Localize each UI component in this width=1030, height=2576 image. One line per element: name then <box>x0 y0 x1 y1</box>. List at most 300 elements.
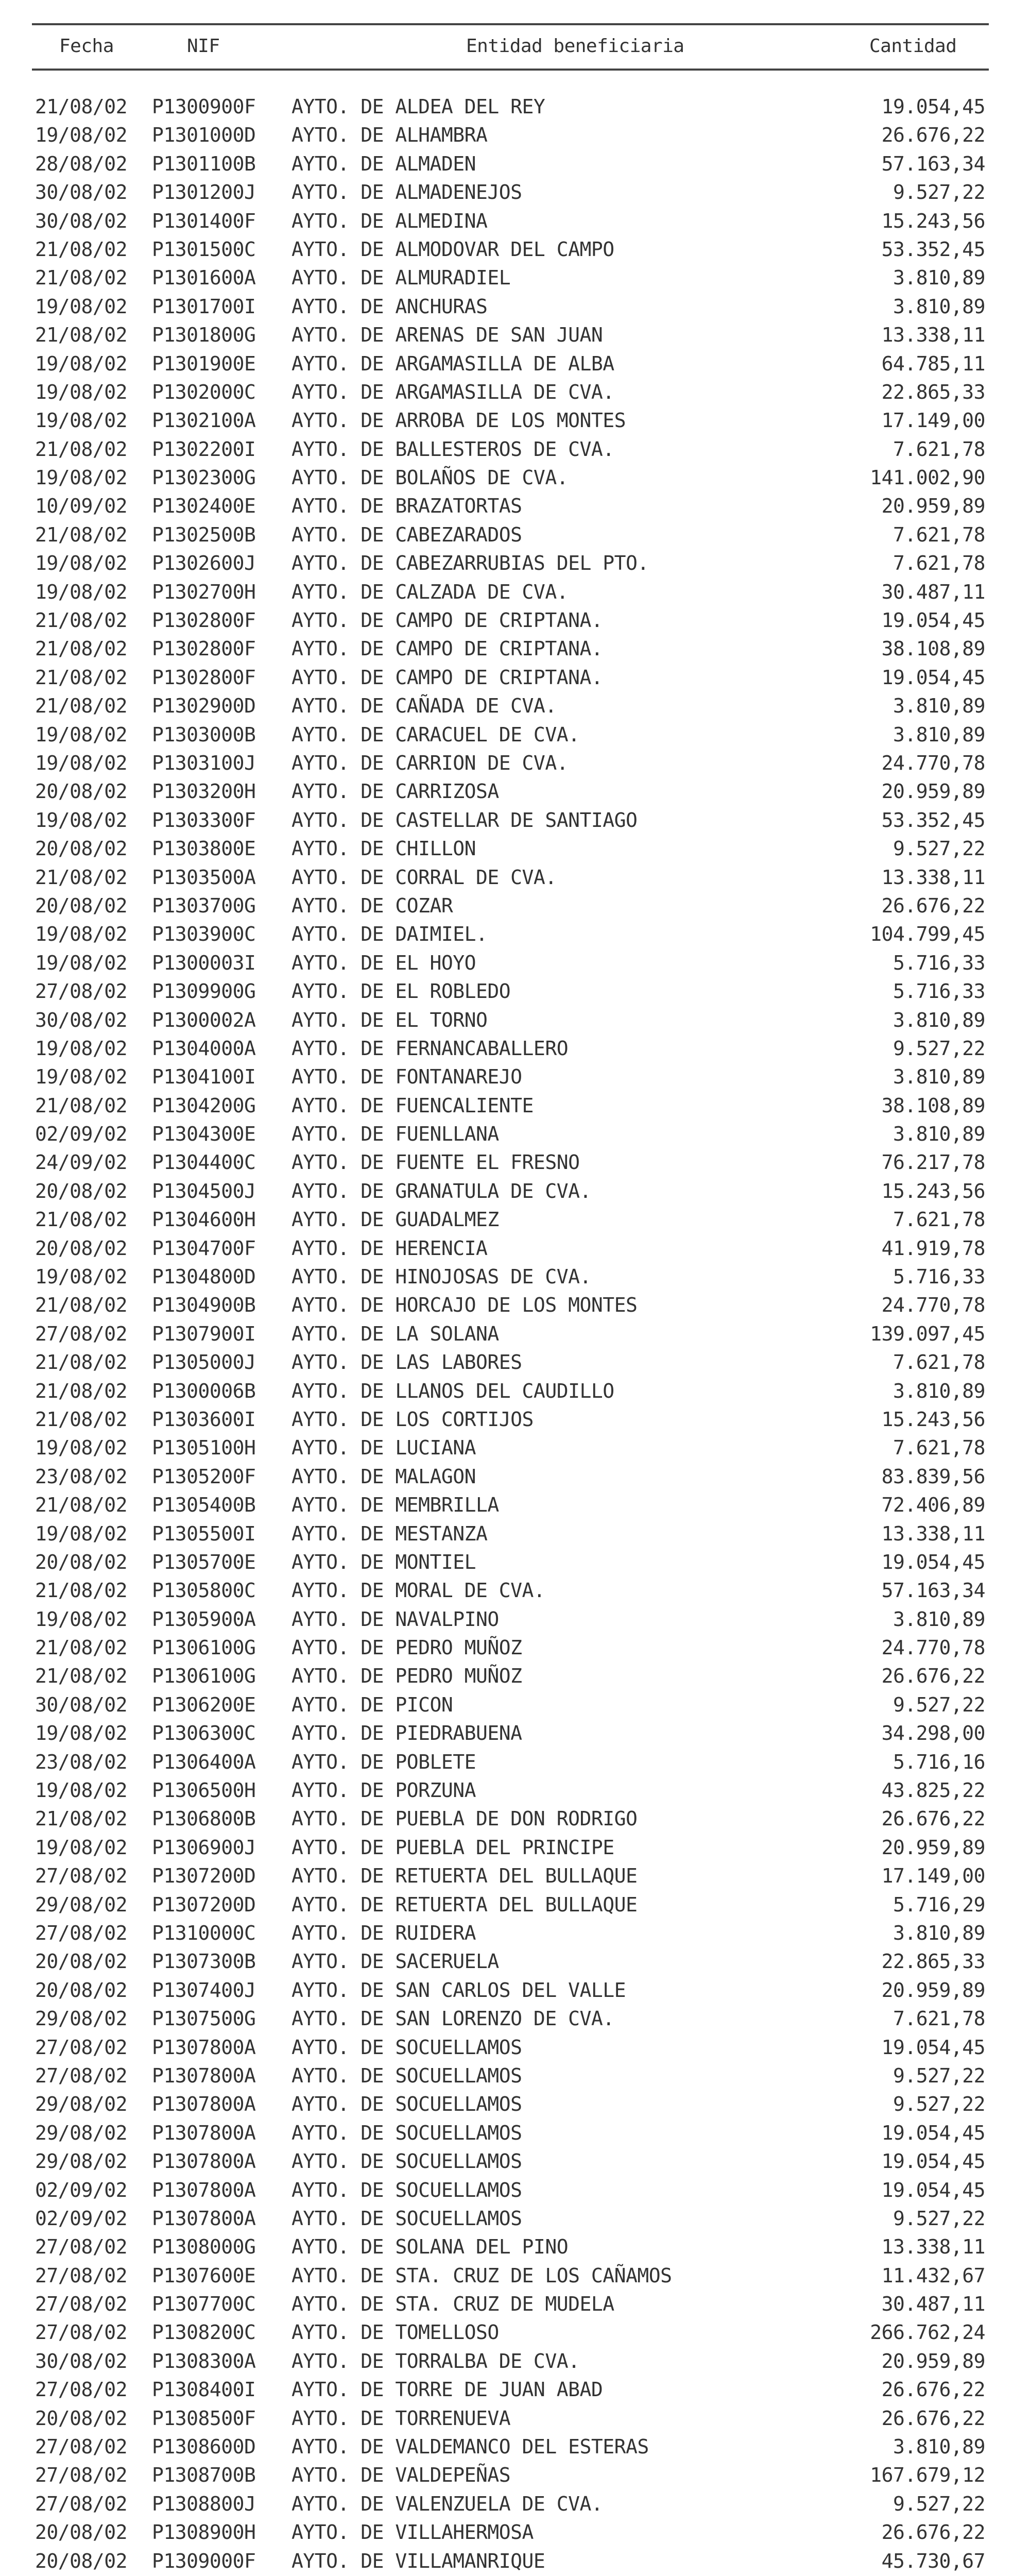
cell-entidad: AYTO. DE SOCUELLAMOS <box>291 2064 522 2087</box>
cell-entidad: AYTO. DE PUEBLA DE DON RODRIGO <box>291 1807 638 1831</box>
cell-nif: P1302700H <box>152 580 256 603</box>
cell-entidad: AYTO. DE ALMURADIEL <box>291 266 511 290</box>
cell-fecha: 27/08/02 <box>35 2464 128 2487</box>
cell-entidad: AYTO. DE ARGAMASILLA DE CVA. <box>291 380 614 403</box>
cell-fecha: 27/08/02 <box>35 2435 128 2459</box>
cell-cantidad: 57.163,34 <box>881 152 985 175</box>
cell-fecha: 30/08/02 <box>35 2349 128 2372</box>
cell-fecha: 27/08/02 <box>35 1922 128 1944</box>
cell-fecha: 20/08/02 <box>35 837 128 860</box>
table-row <box>0 2290 1030 2318</box>
cell-fecha: 27/08/02 <box>35 1865 128 1888</box>
cell-fecha: 20/08/02 <box>35 1179 128 1202</box>
table-row <box>0 2090 1030 2119</box>
cell-cantidad: 19.054,45 <box>881 1550 985 1573</box>
cell-fecha: 02/09/02 <box>35 1123 128 1146</box>
table-row <box>0 892 1030 920</box>
table-row <box>0 1577 1030 1605</box>
cell-fecha: 24/09/02 <box>35 1151 128 1174</box>
cell-nif: P1307200D <box>152 1865 256 1888</box>
cell-fecha: 21/08/02 <box>35 866 128 889</box>
table-row <box>0 1035 1030 1063</box>
cell-fecha: 23/08/02 <box>35 1750 128 1773</box>
cell-nif: P1306300C <box>152 1722 256 1745</box>
table-row <box>0 1092 1030 1120</box>
cell-entidad: AYTO. DE CARRION DE CVA. <box>291 751 569 774</box>
cell-nif: P1308300A <box>152 2349 256 2372</box>
cell-cantidad: 26.676,22 <box>881 2406 985 2430</box>
cell-cantidad: 20.959,89 <box>881 1836 985 1859</box>
cell-fecha: 20/08/02 <box>35 2406 128 2430</box>
cell-nif: P1308800J <box>152 2492 256 2515</box>
cell-nif: P1303500A <box>152 866 256 889</box>
cell-fecha: 30/08/02 <box>35 1008 128 1031</box>
cell-nif: P1301700I <box>152 295 256 318</box>
cell-entidad: AYTO. DE CAMPO DE CRIPTANA. <box>291 609 603 632</box>
cell-entidad: AYTO. DE SAN LORENZO DE CVA. <box>291 2007 614 2030</box>
cell-nif: P1300003I <box>152 951 256 974</box>
cell-nif: P1306200E <box>152 1693 256 1716</box>
cell-fecha: 21/08/02 <box>35 437 128 461</box>
table-row <box>0 2262 1030 2290</box>
cell-entidad: AYTO. DE TORRENUEVA <box>291 2406 511 2430</box>
cell-entidad: AYTO. DE CAMPO DE CRIPTANA. <box>291 637 603 660</box>
cell-nif: P1307700C <box>152 2293 256 2316</box>
cell-fecha: 21/08/02 <box>35 666 128 689</box>
cell-nif: P1301200J <box>152 181 256 204</box>
cell-nif: P1304600H <box>152 1208 256 1231</box>
cell-entidad: AYTO. DE CARACUEL DE CVA. <box>291 723 580 746</box>
cell-fecha: 20/08/02 <box>35 2521 128 2544</box>
table-row <box>0 521 1030 549</box>
table-row <box>0 1520 1030 1548</box>
cell-cantidad: 15.243,56 <box>881 1408 985 1431</box>
cell-cantidad: 17.149,00 <box>881 1865 985 1888</box>
table-row <box>0 2147 1030 2176</box>
cell-entidad: AYTO. DE FERNANCABALLERO <box>291 1037 569 1060</box>
cell-fecha: 21/08/02 <box>35 1494 128 1517</box>
cell-fecha: 19/08/02 <box>35 380 128 403</box>
cell-entidad: AYTO. DE CHILLON <box>291 837 476 860</box>
cell-nif: P1304000A <box>152 1037 256 1060</box>
cell-fecha: 19/08/02 <box>35 352 128 375</box>
cell-cantidad: 9.527,22 <box>892 1693 985 1716</box>
cell-cantidad: 7.621,78 <box>892 523 985 546</box>
cell-entidad: AYTO. DE VILLAHERMOSA <box>291 2521 534 2544</box>
table-row <box>0 2033 1030 2062</box>
cell-fecha: 02/09/02 <box>35 2178 128 2201</box>
cell-cantidad: 3.810,89 <box>892 266 985 290</box>
cell-cantidad: 26.676,22 <box>881 2378 985 2401</box>
cell-cantidad: 24.770,78 <box>881 1636 985 1659</box>
cell-entidad: AYTO. DE COZAR <box>291 894 453 917</box>
cell-nif: P1308200C <box>152 2321 256 2344</box>
cell-fecha: 19/08/02 <box>35 1836 128 1859</box>
table-row <box>0 1377 1030 1405</box>
cell-entidad: AYTO. DE SOCUELLAMOS <box>291 2150 522 2173</box>
cell-fecha: 20/08/02 <box>35 780 128 803</box>
cell-entidad: AYTO. DE ARGAMASILLA DE ALBA <box>291 352 614 375</box>
cell-entidad: AYTO. DE SOCUELLAMOS <box>291 2121 522 2144</box>
cell-cantidad: 13.338,11 <box>881 866 985 889</box>
cell-nif: P1308700B <box>152 2464 256 2487</box>
cell-cantidad: 19.054,45 <box>881 666 985 689</box>
cell-cantidad: 26.676,22 <box>881 1807 985 1831</box>
cell-cantidad: 7.621,78 <box>892 1436 985 1460</box>
cell-entidad: AYTO. DE STA. CRUZ DE LOS CAÑAMOS <box>291 2264 672 2287</box>
table-row <box>0 1834 1030 1862</box>
cell-nif: P1307800A <box>152 2064 256 2087</box>
cell-cantidad: 53.352,45 <box>881 808 985 832</box>
cell-nif: P1301000D <box>152 124 256 147</box>
cell-cantidad: 5.716,29 <box>892 1893 985 1916</box>
cell-cantidad: 9.527,22 <box>892 1037 985 1060</box>
cell-nif: P1302200I <box>152 437 256 461</box>
cell-fecha: 27/08/02 <box>35 2293 128 2316</box>
cell-fecha: 19/08/02 <box>35 409 128 432</box>
cell-cantidad: 9.527,22 <box>892 2207 985 2230</box>
cell-nif: P1304800D <box>152 1265 256 1289</box>
table-row <box>0 578 1030 606</box>
table-row <box>0 121 1030 149</box>
cell-cantidad: 26.676,22 <box>881 1665 985 1688</box>
cell-fecha: 19/08/02 <box>35 295 128 318</box>
cell-cantidad: 17.149,00 <box>881 409 985 432</box>
cell-nif: P1308600D <box>152 2435 256 2459</box>
cell-fecha: 19/08/02 <box>35 751 128 774</box>
cell-entidad: AYTO. DE EL TORNO <box>291 1008 488 1031</box>
cell-fecha: 19/08/02 <box>35 1436 128 1460</box>
cell-nif: P1300006B <box>152 1379 256 1402</box>
table-row <box>0 1177 1030 1206</box>
cell-fecha: 21/08/02 <box>35 1665 128 1688</box>
cell-cantidad: 19.054,45 <box>881 2178 985 2201</box>
cell-entidad: AYTO. DE TORRALBA DE CVA. <box>291 2349 580 2372</box>
cell-fecha: 30/08/02 <box>35 209 128 232</box>
table-row <box>0 2547 1030 2575</box>
cell-cantidad: 3.810,89 <box>892 1065 985 1089</box>
cell-entidad: AYTO. DE PEDRO MUÑOZ <box>291 1665 522 1688</box>
cell-entidad: AYTO. DE FUENLLANA <box>291 1123 499 1146</box>
cell-entidad: AYTO. DE ALHAMBRA <box>291 124 488 147</box>
cell-fecha: 19/08/02 <box>35 1722 128 1745</box>
cell-entidad: AYTO. DE TOMELLOSO <box>291 2321 499 2344</box>
cell-fecha: 19/08/02 <box>35 466 128 489</box>
cell-entidad: AYTO. DE ALMADEN <box>291 152 476 175</box>
cell-cantidad: 19.054,45 <box>881 2150 985 2173</box>
cell-fecha: 21/08/02 <box>35 523 128 546</box>
cell-cantidad: 15.243,56 <box>881 1179 985 1202</box>
cell-entidad: AYTO. DE PUEBLA DEL PRINCIPE <box>291 1836 614 1859</box>
cell-nif: P1307800A <box>152 2093 256 2116</box>
table-row <box>0 1719 1030 1748</box>
cell-entidad: AYTO. DE ARROBA DE LOS MONTES <box>291 409 626 432</box>
cell-nif: P1304300E <box>152 1123 256 1146</box>
cell-cantidad: 38.108,89 <box>881 1094 985 1117</box>
table-row <box>0 635 1030 663</box>
cell-nif: P1308400I <box>152 2378 256 2401</box>
cell-entidad: AYTO. DE MORAL DE CVA. <box>291 1579 545 1602</box>
cell-cantidad: 9.527,22 <box>892 2093 985 2116</box>
cell-fecha: 23/08/02 <box>35 1465 128 1488</box>
cell-fecha: 21/08/02 <box>35 1094 128 1117</box>
cell-entidad: AYTO. DE ARENAS DE SAN JUAN <box>291 324 603 347</box>
table-row <box>0 378 1030 406</box>
cell-cantidad: 3.810,89 <box>892 295 985 318</box>
cell-entidad: AYTO. DE LLANOS DEL CAUDILLO <box>291 1379 614 1402</box>
cell-fecha: 21/08/02 <box>35 609 128 632</box>
cell-entidad: AYTO. DE MALAGON <box>291 1465 476 1488</box>
cell-nif: P1305500I <box>152 1522 256 1545</box>
cell-fecha: 20/08/02 <box>35 1550 128 1573</box>
cell-fecha: 21/08/02 <box>35 694 128 718</box>
cell-entidad: AYTO. DE ALMODOVAR DEL CAMPO <box>291 238 614 261</box>
cell-nif: P1309900G <box>152 980 256 1003</box>
cell-entidad: AYTO. DE GRANATULA DE CVA. <box>291 1179 591 1202</box>
cell-cantidad: 24.770,78 <box>881 1294 985 1317</box>
cell-cantidad: 30.487,11 <box>881 580 985 603</box>
table-row <box>0 2518 1030 2547</box>
cell-cantidad: 104.799,45 <box>870 923 985 946</box>
cell-cantidad: 20.959,89 <box>881 2349 985 2372</box>
table-row <box>0 777 1030 806</box>
table-row <box>0 1348 1030 1377</box>
table-row <box>0 1006 1030 1035</box>
cell-cantidad: 20.959,89 <box>881 1978 985 2002</box>
table-row <box>0 235 1030 264</box>
table-row <box>0 920 1030 948</box>
cell-entidad: AYTO. DE STA. CRUZ DE MUDELA <box>291 2293 614 2316</box>
cell-entidad: AYTO. DE SOCUELLAMOS <box>291 2093 522 2116</box>
cell-cantidad: 3.810,89 <box>892 1008 985 1031</box>
cell-nif: P1307500G <box>152 2007 256 2030</box>
table-row <box>0 293 1030 321</box>
cell-fecha: 21/08/02 <box>35 1379 128 1402</box>
cell-entidad: AYTO. DE POBLETE <box>291 1750 476 1773</box>
cell-fecha: 19/08/02 <box>35 951 128 974</box>
cell-entidad: AYTO. DE HINOJOSAS DE CVA. <box>291 1265 591 1289</box>
cell-nif: P1303600I <box>152 1408 256 1431</box>
cell-entidad: AYTO. DE RETUERTA DEL BULLAQUE <box>291 1865 638 1888</box>
cell-entidad: AYTO. DE SOLANA DEL PINO <box>291 2235 569 2259</box>
cell-entidad: AYTO. DE VALDEMANCO DEL ESTERAS <box>291 2435 649 2459</box>
cell-nif: P1307600E <box>152 2264 256 2287</box>
cell-cantidad: 3.810,89 <box>892 2435 985 2459</box>
cell-cantidad: 26.676,22 <box>881 2521 985 2544</box>
table-row <box>0 863 1030 892</box>
table-row <box>0 1748 1030 1776</box>
table-row <box>0 2347 1030 2376</box>
table-row <box>0 2376 1030 2404</box>
cell-fecha: 30/08/02 <box>35 181 128 204</box>
cell-cantidad: 64.785,11 <box>881 352 985 375</box>
cell-nif: P1302300G <box>152 466 256 489</box>
cell-nif: P1304200G <box>152 1094 256 1117</box>
cell-cantidad: 22.865,33 <box>881 1950 985 1973</box>
cell-entidad: AYTO. DE CAMPO DE CRIPTANA. <box>291 666 603 689</box>
table-row <box>0 1691 1030 1719</box>
cell-cantidad: 20.959,89 <box>881 495 985 518</box>
cell-cantidad: 72.406,89 <box>881 1494 985 1517</box>
cell-fecha: 19/08/02 <box>35 1522 128 1545</box>
table-row <box>0 492 1030 520</box>
cell-fecha: 20/08/02 <box>35 894 128 917</box>
table-row <box>0 835 1030 863</box>
header-top-rule <box>32 23 989 25</box>
cell-nif: P1303000B <box>152 723 256 746</box>
table-row <box>0 1491 1030 1519</box>
cell-fecha: 21/08/02 <box>35 1294 128 1317</box>
cell-cantidad: 5.716,33 <box>892 980 985 1003</box>
column-header-fecha: Fecha <box>59 36 114 57</box>
cell-entidad: AYTO. DE LA SOLANA <box>291 1322 499 1345</box>
cell-fecha: 10/09/02 <box>35 495 128 518</box>
cell-nif: P1301900E <box>152 352 256 375</box>
cell-entidad: AYTO. DE LOS CORTIJOS <box>291 1408 534 1431</box>
cell-nif: P1306100G <box>152 1636 256 1659</box>
cell-nif: P1305100H <box>152 1436 256 1460</box>
cell-entidad: AYTO. DE BRAZATORTAS <box>291 495 522 518</box>
cell-cantidad: 13.338,11 <box>881 1522 985 1545</box>
cell-nif: P1302500B <box>152 523 256 546</box>
cell-nif: P1306500H <box>152 1779 256 1802</box>
table-row <box>0 2233 1030 2261</box>
cell-cantidad: 7.621,78 <box>892 1208 985 1231</box>
table-row <box>0 1434 1030 1462</box>
cell-fecha: 27/08/02 <box>35 2064 128 2087</box>
cell-nif: P1303900C <box>152 923 256 946</box>
table-row <box>0 2461 1030 2489</box>
cell-cantidad: 19.054,45 <box>881 2036 985 2059</box>
cell-nif: P1309000F <box>152 2549 256 2572</box>
cell-nif: P1305200F <box>152 1465 256 1488</box>
cell-fecha: 27/08/02 <box>35 2492 128 2515</box>
cell-nif: P1302900D <box>152 694 256 718</box>
table-row <box>0 1206 1030 1234</box>
cell-nif: P1303200H <box>152 780 256 803</box>
cell-fecha: 19/08/02 <box>35 1037 128 1060</box>
cell-fecha: 21/08/02 <box>35 266 128 290</box>
cell-entidad: AYTO. DE HERENCIA <box>291 1236 488 1260</box>
cell-fecha: 27/08/02 <box>35 2378 128 2401</box>
table-row <box>0 1234 1030 1263</box>
cell-nif: P1307300B <box>152 1950 256 1973</box>
cell-nif: P1307800A <box>152 2036 256 2059</box>
table-row <box>0 1263 1030 1291</box>
cell-nif: P1307200D <box>152 1893 256 1916</box>
cell-nif: P1302800F <box>152 666 256 689</box>
cell-nif: P1301800G <box>152 324 256 347</box>
cell-nif: P1301100B <box>152 152 256 175</box>
cell-fecha: 29/08/02 <box>35 2093 128 2116</box>
cell-fecha: 29/08/02 <box>35 1893 128 1916</box>
table-row <box>0 1548 1030 1577</box>
table-row <box>0 406 1030 435</box>
cell-entidad: AYTO. DE CABEZARADOS <box>291 523 522 546</box>
beneficiary-table <box>0 93 1030 2576</box>
cell-cantidad: 9.527,22 <box>892 181 985 204</box>
table-row <box>0 2490 1030 2518</box>
cell-entidad: AYTO. DE ALMEDINA <box>291 209 488 232</box>
cell-fecha: 29/08/02 <box>35 2121 128 2144</box>
cell-cantidad: 76.217,78 <box>881 1151 985 1174</box>
table-row <box>0 806 1030 835</box>
cell-cantidad: 141.002,90 <box>870 466 985 489</box>
table-row <box>0 464 1030 492</box>
cell-nif: P1307400J <box>152 1978 256 2002</box>
cell-cantidad: 266.762,24 <box>870 2321 985 2344</box>
cell-entidad: AYTO. DE RUIDERA <box>291 1922 476 1944</box>
cell-fecha: 19/08/02 <box>35 552 128 575</box>
table-row <box>0 549 1030 578</box>
cell-fecha: 20/08/02 <box>35 1978 128 2002</box>
cell-fecha: 21/08/02 <box>35 95 128 118</box>
cell-entidad: AYTO. DE EL ROBLEDO <box>291 980 511 1003</box>
cell-entidad: AYTO. DE EL HOYO <box>291 951 476 974</box>
table-row <box>0 949 1030 977</box>
cell-fecha: 19/08/02 <box>35 1607 128 1631</box>
column-header-nif: NIF <box>187 36 220 57</box>
cell-entidad: AYTO. DE CALZADA DE CVA. <box>291 580 569 603</box>
cell-nif: P1305400B <box>152 1494 256 1517</box>
cell-cantidad: 13.338,11 <box>881 2235 985 2259</box>
cell-nif: P1304700F <box>152 1236 256 1260</box>
cell-cantidad: 22.865,33 <box>881 380 985 403</box>
table-row <box>0 1947 1030 1976</box>
cell-fecha: 20/08/02 <box>35 1236 128 1260</box>
cell-nif: P1307800A <box>152 2178 256 2201</box>
cell-entidad: AYTO. DE DAIMIEL. <box>291 923 488 946</box>
cell-nif: P1301400F <box>152 209 256 232</box>
column-header-cantidad: Cantidad <box>869 36 957 57</box>
cell-cantidad: 7.621,78 <box>892 437 985 461</box>
table-row <box>0 150 1030 178</box>
table-row <box>0 2318 1030 2347</box>
cell-cantidad: 3.810,89 <box>892 1607 985 1631</box>
cell-entidad: AYTO. DE ALMADENEJOS <box>291 181 522 204</box>
cell-entidad: AYTO. DE PICON <box>291 1693 453 1716</box>
table-row <box>0 350 1030 378</box>
cell-entidad: AYTO. DE LAS LABORES <box>291 1351 522 1374</box>
cell-cantidad: 38.108,89 <box>881 637 985 660</box>
table-row <box>0 93 1030 121</box>
cell-entidad: AYTO. DE SOCUELLAMOS <box>291 2036 522 2059</box>
cell-cantidad: 53.352,45 <box>881 238 985 261</box>
cell-cantidad: 24.770,78 <box>881 751 985 774</box>
table-row <box>0 749 1030 777</box>
cell-cantidad: 139.097,45 <box>870 1322 985 1345</box>
table-row <box>0 207 1030 235</box>
cell-nif: P1302800F <box>152 609 256 632</box>
cell-cantidad: 57.163,34 <box>881 1579 985 1602</box>
cell-entidad: AYTO. DE ANCHURAS <box>291 295 488 318</box>
cell-fecha: 21/08/02 <box>35 637 128 660</box>
table-row <box>0 1891 1030 1919</box>
cell-nif: P1306400A <box>152 1750 256 1773</box>
cell-entidad: AYTO. DE PEDRO MUÑOZ <box>291 1636 522 1659</box>
cell-entidad: AYTO. DE RETUERTA DEL BULLAQUE <box>291 1893 638 1916</box>
cell-entidad: AYTO. DE CARRIZOSA <box>291 780 499 803</box>
table-row <box>0 2062 1030 2090</box>
cell-cantidad: 34.298,00 <box>881 1722 985 1745</box>
cell-cantidad: 9.527,22 <box>892 837 985 860</box>
table-row <box>0 1605 1030 1634</box>
cell-nif: P1301500C <box>152 238 256 261</box>
cell-nif: P1305900A <box>152 1607 256 1631</box>
cell-nif: P1305700E <box>152 1550 256 1573</box>
cell-fecha: 27/08/02 <box>35 2235 128 2259</box>
table-row <box>0 1063 1030 1091</box>
